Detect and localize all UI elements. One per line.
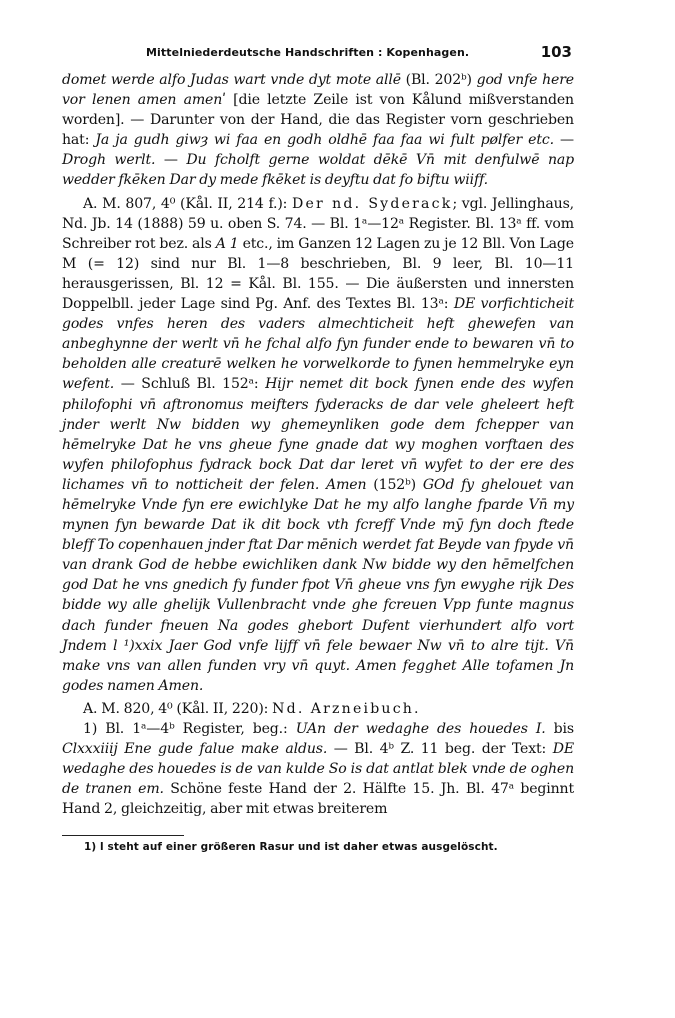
text: — xyxy=(155,152,187,169)
paragraph-am-807 xyxy=(62,194,574,696)
quoted-text: Hijr nemet dit bock fynen ende des wyfen philofophi vn̄ aftronomus meifters fyderacks de dar vele gheleert heft jnder werlt Nw bidden wy ghemeynliken gode dem fchepper van hēmelryke Dat he vns gheue fyne gnade dat wy moghen vorftaen des wyfen philofophus fydrack bock Dat dar leret vn̄ wyfet to der ere des lichames vn̄ to notticheit der felen. Amen xyxy=(62,376,574,493)
quoted-text: DE wedaghe des houedes is de van kulde So is dat antlat blek vnde de oghen de tranen em. xyxy=(62,741,574,798)
text: — Bl. 4ᵇ Z. 11 beg. der Text: xyxy=(327,741,553,758)
quoted-text: Drogh werlt. xyxy=(62,152,156,169)
text: etc., im Ganzen 12 Lagen zu je 12 Bll. Von Lage M (= 12) sind nur Bl. 1—8 beschrieben, Bl. 9 leer, Bl. 10—11 herausgerissen, Bl. 12 = Kål. Bl. 155. — Die äußersten und innersten Doppelbll. jeder Lage sind Pg. Anf. des Textes Bl. 13ᵃ: xyxy=(62,235,574,313)
quoted-text: UAn der wedaghe des houedes I. xyxy=(295,721,546,737)
footnote: 1) l steht auf einer größeren Rasur und ist daher etwas ausgelöscht. xyxy=(84,841,498,854)
footnote-divider xyxy=(62,835,184,836)
text: A. M. 807, 4⁰ (Kål. II, 214 f.): xyxy=(83,195,293,212)
quoted-text: GOd fy ghelouet van hēmelryke Vnde fyn ere ewichlyke Dat he my alfo langhe fparde Vn̄ my mynen fyn bewarde Dat ik dit bock vth fcreff Vnde mȳ fyn doch ftede bleff To copenhauen jnder ftat Dar mēnich werdet fat Beyde van fpyde vn̄ van drank God de hebbe ewichliken dank Nw bidde wy den hēmelfchen god Dat he vns gnedich fy funder fpot Vn̄ gheue vns fyn ewyghe rijk Des bidde wy alle ghelijk Vullenbracht vnde ghe fcreuen Vpp funte magnus dach funder fneuen Na godes ghebort Dufent vierhundert alfo vort Jndem l ¹)xxix Jaer God vnfe lijff vn̄ fele bewaer Nw vn̄ to alre tijt. Vn̄ make vns van allen funden vry vn̄ quyt. Amen fegghet Alle tofamen Jn godes namen Amen. xyxy=(62,476,575,694)
text: (Bl. 202ᵇ) xyxy=(400,72,477,88)
quoted-text: DE vorfichticheit godes vnfes heren des vaders almechticheit heft ghewefen van anbeghynne der werlt vn̄ he fchal alfo fyn funder ende to bewaren vn̄ to beholden alle creaturē welken he vorwelkorde to fynen hemmelryke eyn wefent. xyxy=(62,296,574,393)
text: — Schluß Bl. 152ᵃ: xyxy=(114,376,266,393)
paragraph-am-820-item-1 xyxy=(62,719,574,819)
text: Schöne feste Hand der 2. Hälfte 15. Jh. Bl. 47ᵃ beginnt Hand 2, gleichzeitig, aber mit etwas breiterem xyxy=(62,781,574,818)
text: ; vgl. Jellinghaus, Nd. Jb. 14 (1888) 59 u. oben S. 74. — Bl. 1ᵃ—12ᵃ Register. Bl. 13ᵃ ff. vom Schreiber rot bez. als xyxy=(62,195,574,252)
quoted-text: god vnfe here vor lenen amen amen xyxy=(62,72,574,109)
quoted-text: Ja ja gudh giwȝ wi faa en godh oldhē faa faa wi fult pølfer etc. xyxy=(95,132,554,149)
running-head: Mittelniederdeutsche Handschriften : Kopenhagen. xyxy=(146,46,470,59)
document-page xyxy=(62,40,574,853)
text: ʹ [die letzte Zeile ist von Kålund mißverstanden worden]. — Darunter von der Hand, die das Register vorn geschrieben hat: xyxy=(62,92,574,149)
text: (152ᵇ) xyxy=(366,476,423,493)
paragraph-colophon-end xyxy=(62,70,574,191)
manuscript-title: Nd. Arzneibuch. xyxy=(272,700,421,717)
manuscript-title: Der nd. Syderack xyxy=(292,195,453,212)
page-header xyxy=(62,40,574,70)
text: bis xyxy=(545,721,574,737)
text: A. M. 820, 4⁰ (Kål. II, 220): xyxy=(83,700,273,717)
paragraph-am-820 xyxy=(62,699,574,719)
quoted-text: Clxxxiiij Ene gude falue make aldus. xyxy=(62,741,328,758)
text: 1) Bl. 1ᵃ—4ᵇ Register, beg.: xyxy=(83,721,296,737)
quoted-text: A 1 xyxy=(215,235,239,252)
text: — xyxy=(553,132,575,149)
quoted-text: Du fcholft gerne woldat dēkē Vn̄ mit denfulwē nap wedder fkēken Dar dy mede fkēket is deyftu dat fo biftu wiiff. xyxy=(62,152,575,189)
page-number: 103 xyxy=(540,43,572,61)
quoted-text: domet werde alfo Judas wart vnde dyt mote allē xyxy=(62,72,401,88)
